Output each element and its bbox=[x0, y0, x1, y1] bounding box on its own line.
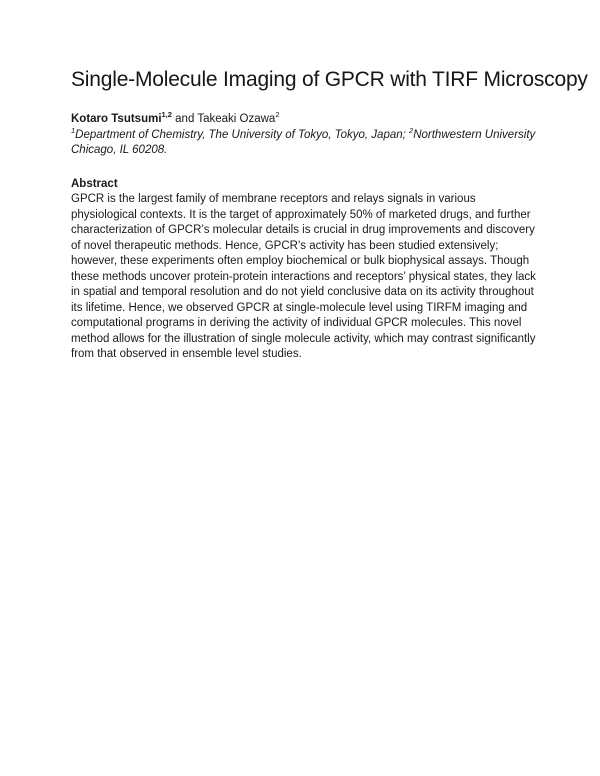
paper-title: Single-Molecule Imaging of GPCR with TIRF Microscopy bbox=[71, 68, 588, 91]
affiliation-2-superscript: 2 bbox=[409, 125, 414, 135]
abstract-body: GPCR is the largest family of membrane receptors and relays signals in various physiological contexts. It is the target of approximately 50% of marketed drugs, and further characterization of GPCR’s molecular details is crucial in drug improvements and discovery of novel therapeutic methods. Hence, GPCR’s activity has been studied extensively; however, these experiments often employ biochemical or bulk biophysical assays. Though these methods uncover protein-protein interactions and receptors’ physical states, they lack in spatial and temporal resolution and do not yield conclusive data on its activity throughout its lifetime. Hence, we observed GPCR at single-molecule level using TIRFM imaging and computational programs in deriving the activity of individual GPCR molecules. This novel method allows for the illustration of single molecule activity, which may contrast significantly from that observed in ensemble level studies. bbox=[71, 193, 536, 360]
author-2-name: and Takeaki Ozawa bbox=[171, 113, 276, 125]
affiliation-2-text: Northwestern University Chicago, IL 60208. bbox=[71, 128, 536, 156]
author-1-name: Kotaro Tsutsumi bbox=[71, 113, 162, 125]
author-1-superscript: 1,2 bbox=[161, 110, 172, 120]
affiliation-1-superscript: 1 bbox=[71, 125, 76, 135]
author-2-superscript: 2 bbox=[275, 110, 280, 120]
affiliation-1-text: Department of Chemistry, The University of Tokyo, Tokyo, Japan; bbox=[75, 128, 410, 141]
authors-line bbox=[71, 112, 537, 128]
affiliation-line bbox=[71, 125, 537, 159]
abstract-heading: Abstract bbox=[71, 177, 118, 190]
page-content bbox=[71, 68, 588, 363]
